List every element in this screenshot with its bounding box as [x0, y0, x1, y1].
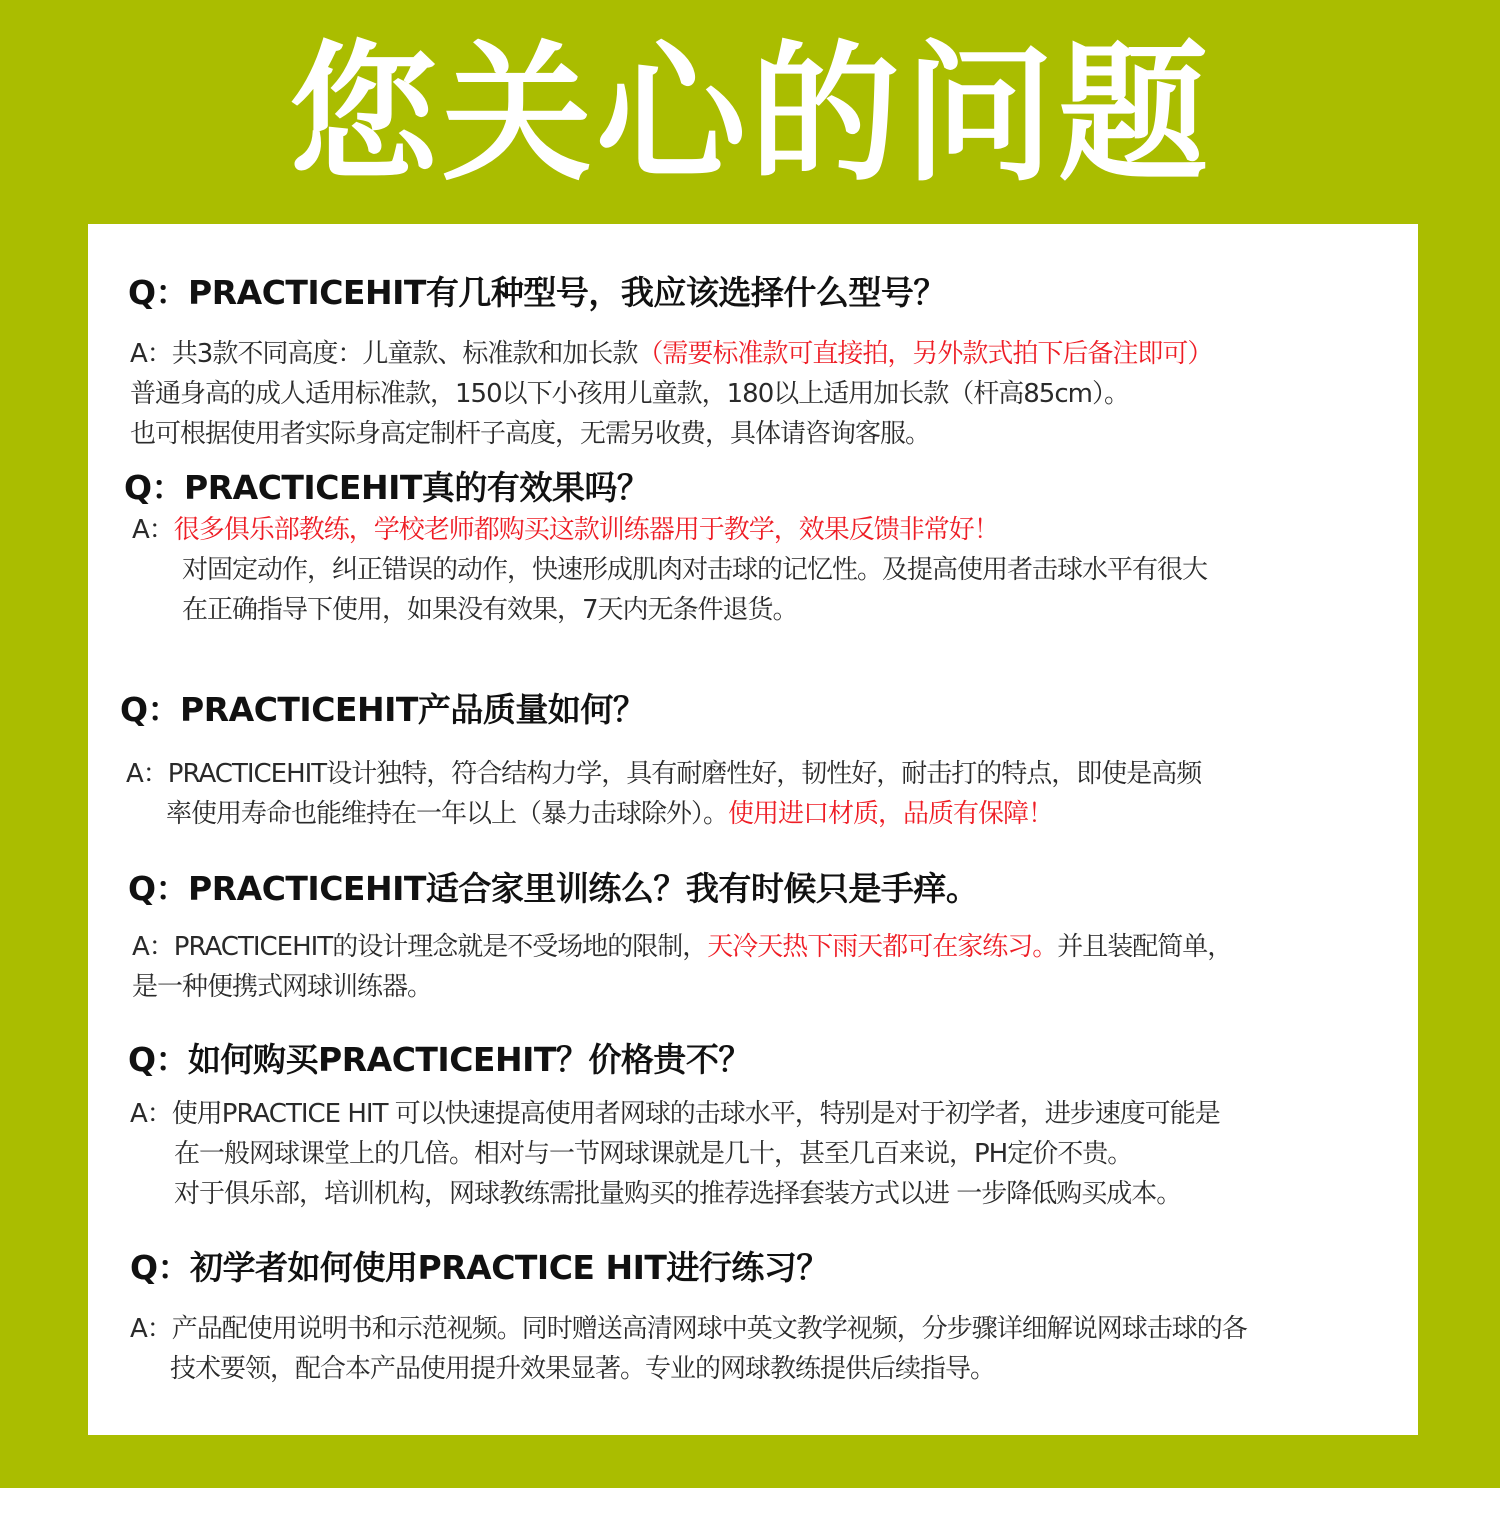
- answer-text: 率使用寿命也能维持在一年以上（暴力击球除外）。: [166, 799, 729, 829]
- answer-line: 对固定动作，纠正错误的动作，快速形成肌肉对击球的记忆性。及提高使用者击球水平有很大: [182, 555, 1208, 585]
- faq-question-home: Q：PRACTICEHIT适合家里训练么？我有时候只是手痒。: [128, 869, 979, 908]
- faq-question-models: Q：PRACTICEHIT有几种型号，我应该选择什么型号？: [128, 273, 946, 312]
- faq-answer-beginner: [130, 1309, 1247, 1389]
- faq-answer-home: [132, 927, 1232, 1007]
- faq-question-effect: Q：PRACTICEHIT真的有效果吗？: [124, 468, 650, 507]
- faq-answer-purchase: [130, 1094, 1220, 1214]
- answer-highlight: 使用进口材质，品质有保障！: [728, 799, 1054, 829]
- answer-line: A：PRACTICEHIT设计独特，符合结构力学，具有耐磨性好，韧性好，耐击打的特点，即使是高频: [126, 759, 1202, 789]
- faq-answer-quality: [126, 754, 1201, 834]
- faq-answer-effect: [132, 510, 1207, 630]
- faq-answer-models: [130, 334, 1212, 454]
- answer-line: [132, 927, 1232, 967]
- answer-line: 在一般网球课堂上的几倍。相对与一节网球课就是几十，甚至几百来说，PH定价不贵。: [174, 1139, 1133, 1169]
- answer-line: 也可根据使用者实际身高定制杆子高度，无需另收费，具体请咨询客服。: [130, 419, 931, 449]
- answer-line: A：使用PRACTICE HIT 可以快速提高使用者网球的击球水平，特别是对于初学者，进步速度可能是: [130, 1099, 1220, 1129]
- answer-text: A：PRACTICEHIT的设计理念就是不受场地的限制，: [132, 932, 708, 962]
- faq-question-quality: Q：PRACTICEHIT产品质量如何？: [120, 690, 646, 729]
- answer-line: 技术要领，配合本产品使用提升效果显著。专业的网球教练提供后续指导。: [170, 1354, 996, 1384]
- faq-question-beginner: Q：初学者如何使用PRACTICE HIT进行练习？: [130, 1248, 829, 1287]
- answer-line: [126, 794, 1201, 834]
- faq-panel: [88, 224, 1418, 1435]
- answer-highlight: 很多俱乐部教练，学校老师都购买这款训练器用于教学，效果反馈非常好！: [173, 515, 999, 545]
- answer-line: 是一种便携式网球训练器。: [132, 972, 433, 1002]
- answer-highlight: （需要标准款可直接拍，另外款式拍下后备注即可）: [637, 339, 1213, 369]
- page-title: 您关心的问题: [287, 28, 1212, 202]
- answer-line: 在正确指导下使用，如果没有效果，7天内无条件退货。: [182, 595, 798, 625]
- answer-text: A：共3款不同高度：儿童款、标准款和加长款: [130, 339, 638, 369]
- answer-line: [132, 510, 1207, 550]
- answer-highlight: 天冷天热下雨天都可在家练习。: [707, 932, 1058, 962]
- answer-line: A：产品配使用说明书和示范视频。同时赠送高清网球中英文教学视频，分步骤详细解说网球击球的各: [130, 1314, 1247, 1344]
- answer-text: 并且装配简单，: [1057, 932, 1233, 962]
- faq-question-purchase: Q：如何购买PRACTICEHIT？价格贵不？: [128, 1040, 751, 1079]
- answer-prefix: A：: [132, 515, 174, 545]
- answer-line: [130, 334, 1212, 374]
- answer-line: 对于俱乐部，培训机构，网球教练需批量购买的推荐选择套装方式以进 一步降低购买成本。: [174, 1179, 1182, 1209]
- answer-line: 普通身高的成人适用标准款，150以下小孩用儿童款，180以上适用加长款（杆高85cm）。: [130, 379, 1129, 409]
